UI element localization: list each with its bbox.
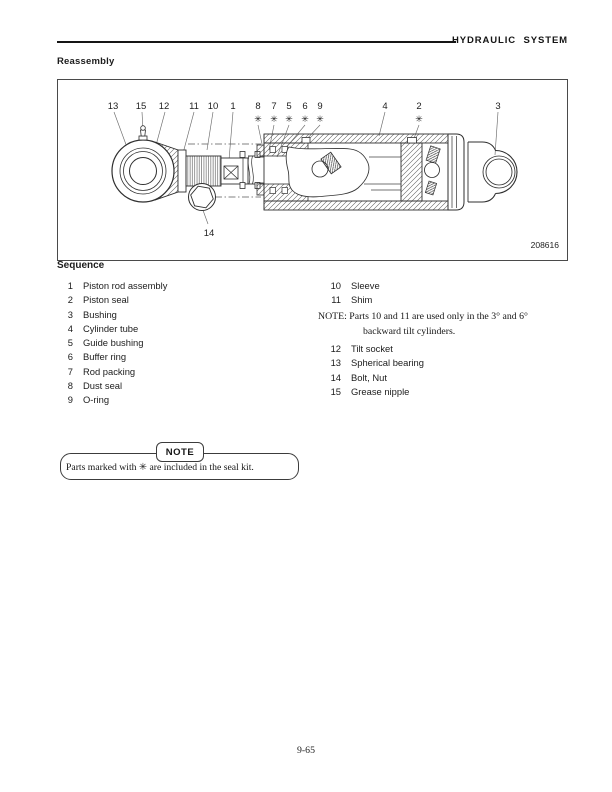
list-item bbox=[57, 322, 297, 336]
asterisk-icon: ✳ bbox=[316, 114, 324, 124]
item-label: Tilt socket bbox=[351, 343, 393, 354]
list-item bbox=[325, 385, 565, 399]
grease-nipple bbox=[139, 126, 147, 140]
list-item bbox=[57, 279, 297, 293]
callout-15: 15 bbox=[135, 101, 147, 112]
clevis-eye-bushing bbox=[468, 142, 517, 202]
callout-1: 1 bbox=[230, 101, 236, 112]
page-header-title: HYDRAULIC SYSTEM bbox=[451, 35, 568, 46]
list-item bbox=[325, 342, 565, 356]
callout-14: 14 bbox=[203, 228, 215, 239]
list-item bbox=[57, 350, 297, 364]
list-item bbox=[57, 393, 297, 407]
callout-6: 6 bbox=[302, 101, 308, 112]
list-item bbox=[57, 379, 297, 393]
list-item bbox=[57, 308, 297, 322]
figure-box bbox=[57, 79, 568, 261]
cylinder-cross-section-drawing bbox=[58, 80, 567, 260]
list-item bbox=[325, 371, 565, 385]
seal-kit-asterisks bbox=[254, 114, 423, 124]
item-number: 10 bbox=[330, 280, 341, 291]
item-number: 7 bbox=[67, 365, 73, 377]
asterisk-icon: ✳ bbox=[415, 114, 423, 124]
cylinder-end-cap bbox=[448, 134, 464, 210]
item-label: Piston seal bbox=[83, 294, 129, 306]
callout-12: 12 bbox=[158, 101, 170, 112]
asterisk-icon: ✳ bbox=[254, 114, 262, 124]
item-number: 2 bbox=[67, 294, 73, 306]
item-number: 15 bbox=[330, 385, 341, 397]
item-number: 9 bbox=[67, 394, 73, 405]
item-label: Cylinder tube bbox=[83, 322, 139, 334]
figure-id-number: 208616 bbox=[530, 240, 559, 250]
callout-11: 11 bbox=[189, 101, 199, 112]
sleeve-and-shim bbox=[221, 158, 248, 184]
callout-2: 2 bbox=[416, 101, 422, 112]
callout-3: 3 bbox=[495, 101, 501, 112]
asterisk-icon: ✳ bbox=[285, 114, 293, 124]
callout-4: 4 bbox=[382, 101, 388, 112]
piston-valve-details bbox=[425, 146, 441, 195]
callout-10: 10 bbox=[207, 101, 219, 112]
item-number: 13 bbox=[330, 357, 341, 369]
page-number: 9-65 bbox=[297, 745, 315, 756]
item-label: Sleeve bbox=[351, 280, 380, 291]
item-number: 6 bbox=[67, 351, 73, 363]
list-item bbox=[57, 365, 297, 379]
list-item bbox=[325, 279, 565, 293]
list-item bbox=[57, 293, 297, 307]
piston bbox=[401, 138, 422, 202]
item-label: Bolt, Nut bbox=[351, 371, 387, 383]
item-number: 12 bbox=[330, 343, 341, 354]
item-label: Shim bbox=[351, 294, 373, 306]
item-label: Dust seal bbox=[83, 379, 123, 391]
sequence-list-left bbox=[57, 279, 297, 407]
note-box-tab: NOTE bbox=[156, 442, 204, 462]
item-label: Grease nipple bbox=[351, 385, 410, 397]
header-rule bbox=[57, 41, 456, 43]
asterisk-icon: ✳ bbox=[270, 114, 278, 124]
note-box-text: Parts marked with ✳ are included in the seal kit. bbox=[66, 462, 254, 473]
inline-note-line2: backward tilt cylinders. bbox=[363, 325, 456, 337]
section-title: Reassembly bbox=[57, 56, 115, 67]
item-number: 1 bbox=[67, 280, 73, 291]
item-label: Guide bushing bbox=[83, 337, 144, 348]
list-item bbox=[325, 356, 565, 370]
item-label: Rod packing bbox=[83, 365, 136, 377]
item-number: 11 bbox=[331, 294, 341, 306]
item-number: 3 bbox=[67, 308, 73, 320]
sequence-heading: Sequence bbox=[57, 260, 105, 271]
sequence-list-right-top bbox=[325, 279, 565, 308]
item-number: 4 bbox=[67, 322, 73, 334]
callout-13: 13 bbox=[107, 101, 119, 112]
item-number: 5 bbox=[67, 337, 73, 348]
item-label: Bushing bbox=[83, 308, 117, 320]
callout-5: 5 bbox=[286, 101, 292, 112]
spherical-bearing-eye bbox=[112, 140, 174, 202]
inline-note-line1: NOTE: Parts 10 and 11 are used only in the 3° and 6° bbox=[318, 311, 528, 322]
list-item bbox=[57, 336, 297, 350]
sequence-list-right-bottom bbox=[325, 342, 565, 399]
cutaway-section bbox=[286, 147, 369, 197]
item-label: Spherical bearing bbox=[351, 357, 424, 369]
bore-lines bbox=[364, 157, 401, 190]
item-number: 8 bbox=[67, 379, 73, 391]
bolt-nut bbox=[189, 184, 216, 211]
asterisk-icon: ✳ bbox=[301, 114, 309, 124]
callout-9: 9 bbox=[317, 101, 323, 112]
inline-note bbox=[318, 310, 572, 339]
item-label: O-ring bbox=[83, 394, 110, 405]
callout-7: 7 bbox=[271, 101, 277, 112]
item-number: 14 bbox=[330, 371, 341, 383]
list-item bbox=[325, 293, 565, 307]
callout-8: 8 bbox=[255, 101, 261, 112]
item-label: Piston rod assembly bbox=[83, 280, 168, 291]
item-label: Buffer ring bbox=[83, 351, 127, 363]
